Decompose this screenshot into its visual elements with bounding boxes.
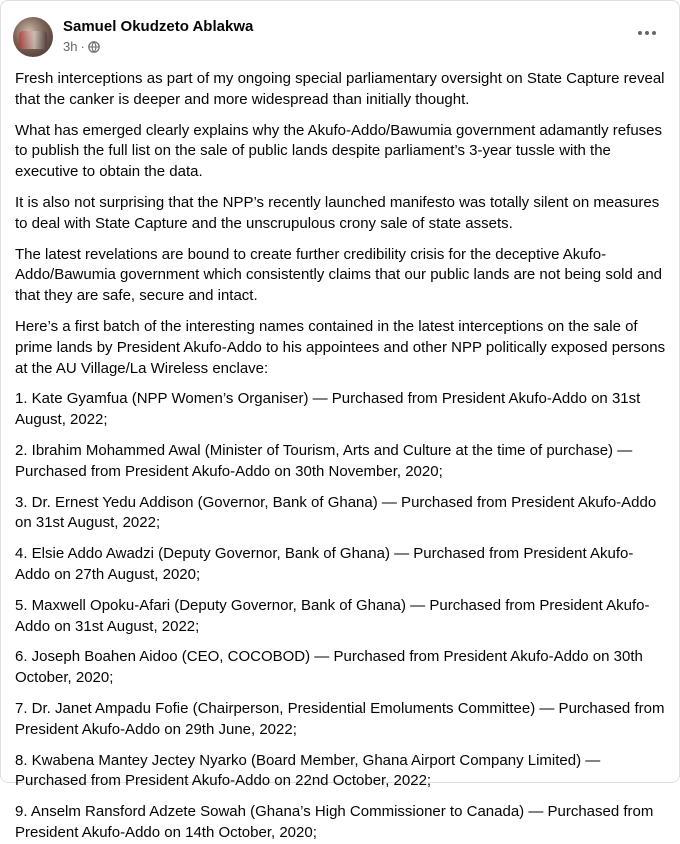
list-item: 8. Kwabena Mantey Jectey Nyarko (Board Member, Ghana Airport Company Limited) — Purchased from President Akufo-Addo on 22nd October, 2022; [15, 751, 601, 790]
list-item: 3. Dr. Ernest Yedu Addison (Governor, Bank of Ghana) — Purchased from President Akufo-Addo on 31st August, 2022; [15, 493, 657, 532]
post-paragraph: Here’s a first batch of the interesting names contained in the latest interceptions on the sale of prime lands by President Akufo-Addo to his appointees and other NPP politically exposed persons at the AU Village/La Wireless enclave: [15, 317, 666, 377]
list-item: 5. Maxwell Opoku-Afari (Deputy Governor, Bank of Ghana) — Purchased from President Akufo-Addo on 31st August, 2022; [15, 596, 650, 635]
post-header [1, 1, 679, 65]
post-paragraph: It is also not surprising that the NPP’s recently launched manifesto was totally silent on measures to deal with State Capture and the unscrupulous crony sale of state assets. [15, 193, 660, 232]
author-name[interactable]: Samuel Okudzeto Ablakwa [63, 18, 254, 35]
list-item: 6. Joseph Boahen Aidoo (CEO, COCOBOD) — Purchased from President Akufo-Addo on 30th October, 2020; [15, 648, 643, 687]
avatar[interactable] [13, 17, 53, 57]
list-item: 9. Anselm Ransford Adzete Sowah (Ghana’s High Commissioner to Canada) — Purchased from President Akufo-Addo on 14th October, 2020; [15, 803, 654, 841]
post-paragraph: Fresh interceptions as part of my ongoing special parliamentary oversight on State Capture reveal that the canker is deeper and more widespread than initially thought. [15, 70, 665, 108]
post-meta [63, 39, 100, 54]
post-paragraph: The latest revelations are bound to create further credibility crisis for the deceptive Akufo-Addo/Bawumia government which consistently claims that our public lands are not being sold and that they are safe, secure and intact. [15, 245, 663, 305]
post-timestamp[interactable]: 3h [63, 39, 78, 54]
list-item: 4. Elsie Addo Awadzi (Deputy Governor, Bank of Ghana) — Purchased from President Akufo-Addo on 27th August, 2020; [15, 545, 634, 583]
separator-dot: · [80, 39, 85, 54]
list-item: 7. Dr. Janet Ampadu Fofie (Chairperson, Presidential Emoluments Committee) — Purchased from President Akufo-Addo on 29th June, 2022; [15, 699, 665, 738]
list-item: 2. Ibrahim Mohammed Awal (Minister of Tourism, Arts and Culture at the time of purchase) — Purchased from President Akufo-Addo on 30th November, 2020; [15, 441, 633, 480]
more-options-icon[interactable] [633, 23, 661, 43]
globe-icon[interactable] [88, 41, 100, 53]
list-item: 1. Kate Gyamfua (NPP Women’s Organiser) — Purchased from President Akufo-Addo on 31st August, 2022; [15, 390, 641, 429]
post-paragraph: What has emerged clearly explains why the Akufo-Addo/Bawumia government adamantly refuses to publish the full list on the sale of public lands despite parliament’s 3-year tussle with the executive to obtain the data. [15, 121, 662, 181]
post-body [1, 65, 679, 844]
